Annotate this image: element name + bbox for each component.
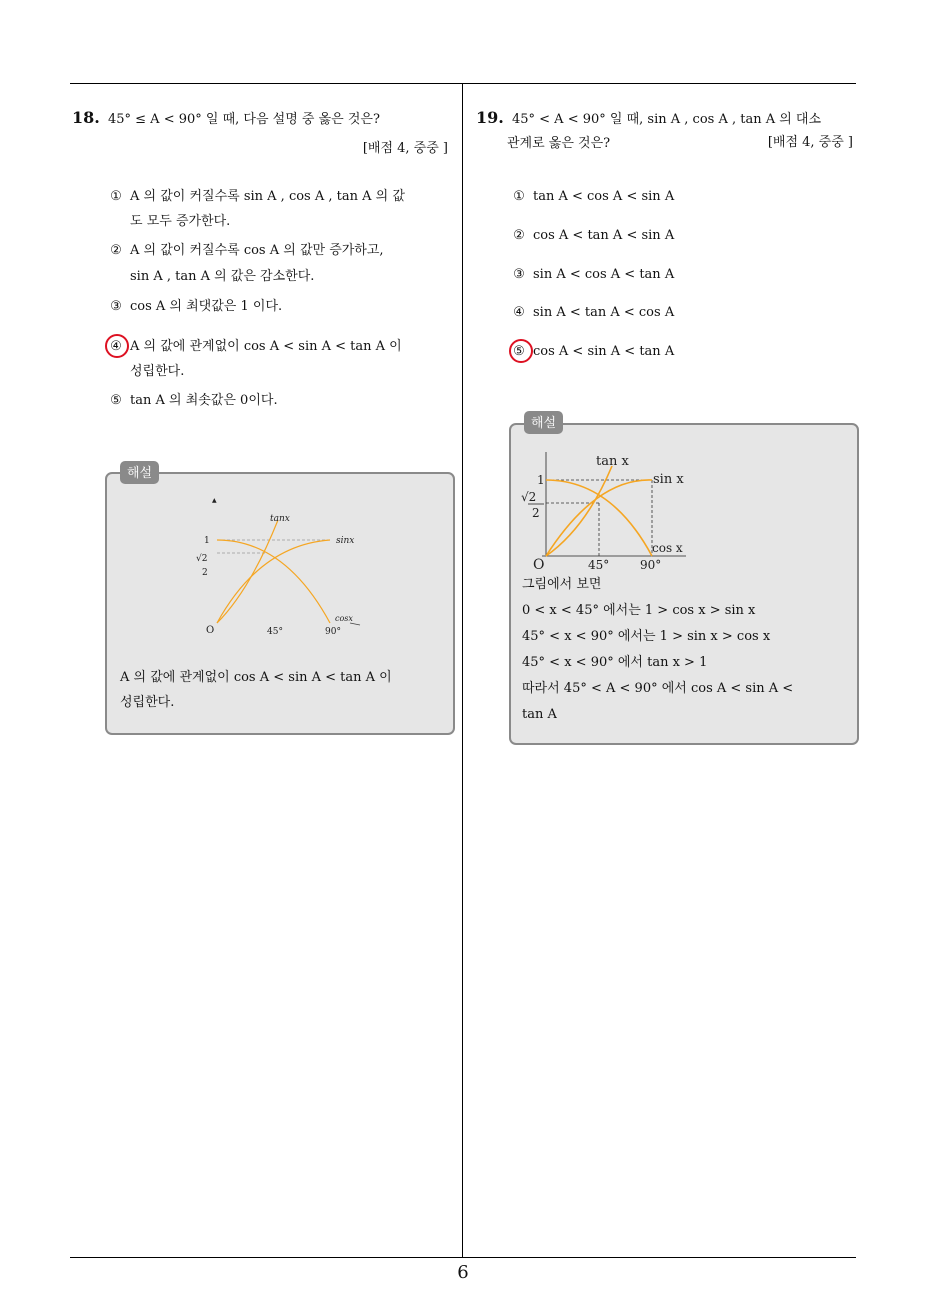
cos-label: cosx xyxy=(335,614,353,623)
one-label: 1 xyxy=(204,536,210,546)
origin-label: O xyxy=(533,557,545,573)
q18-option-1[interactable] xyxy=(108,184,405,209)
q19-solution-tag: 해설 xyxy=(524,411,563,434)
q19-option-3[interactable] xyxy=(511,262,674,287)
root2-label: √2 xyxy=(521,490,537,504)
deg45-label: 45° xyxy=(267,627,283,637)
q19-stem xyxy=(476,105,821,133)
option-text: sin A < tan A < cos A xyxy=(533,305,675,320)
option-text: cos A 의 최댓값은 1 이다. xyxy=(130,299,283,314)
option-mark: ③ xyxy=(513,267,525,282)
option-mark: ⑤ xyxy=(110,393,122,408)
q19-solution-line-6: tan A xyxy=(522,707,557,722)
q19-score: [배점 4, 중중 ] xyxy=(767,135,853,150)
option-mark: ① xyxy=(513,189,525,204)
option-text: A 의 값이 커질수록 sin A , cos A , tan A 의 값 xyxy=(130,189,405,204)
option-text: sin A , tan A 의 값은 감소한다. xyxy=(130,269,315,284)
deg45-label: 45° xyxy=(588,558,610,572)
option-text: sin A < cos A < tan A xyxy=(533,267,675,282)
q19-solution-line-4: 45° < x < 90° 에서 tan x > 1 xyxy=(522,655,708,670)
q18-score: [배점 4, 중중 ] xyxy=(362,141,448,156)
q18-graph xyxy=(190,490,370,640)
deg90-label: 90° xyxy=(325,627,341,637)
tan-label: tan x xyxy=(596,454,629,469)
option-mark: ④ xyxy=(513,305,525,320)
q18-solution-line-2: 성립한다. xyxy=(120,695,175,710)
q19-stem-line-2: 관계로 옳은 것은? xyxy=(507,136,611,151)
q19-option-5[interactable] xyxy=(511,339,674,364)
q19-option-2[interactable] xyxy=(511,223,674,248)
q18-solution-line-1: A 의 값에 관계없이 cos A < sin A < tan A 이 xyxy=(120,670,392,685)
option-mark: ⑤ xyxy=(513,344,525,359)
option-text: 도 모두 증가한다. xyxy=(130,214,231,229)
q19-graph xyxy=(516,448,691,573)
origin-label: O xyxy=(206,625,215,636)
option-mark: ④ xyxy=(110,339,122,354)
q18-stem-text: 45° ≤ A < 90° 일 때, 다음 설명 중 옳은 것은? xyxy=(107,112,380,127)
y-axis-arrow: ▲ xyxy=(212,497,217,504)
column-divider xyxy=(462,83,463,1257)
page-number: 6 xyxy=(457,1262,469,1283)
option-mark: ① xyxy=(110,189,122,204)
q19-stem-line-1: 45° < A < 90° 일 때, sin A , cos A , tan A 의 대소 xyxy=(511,112,822,127)
q19-answer-circle xyxy=(509,339,533,363)
tan-label: tanx xyxy=(270,514,290,524)
cos-curve xyxy=(217,540,330,623)
x-axis-arrow xyxy=(350,623,360,625)
q18-stem xyxy=(72,105,380,133)
q19-option-4[interactable] xyxy=(511,300,674,325)
deg90-label: 90° xyxy=(640,558,662,572)
q18-option-3[interactable] xyxy=(108,294,282,319)
sin-label: sinx xyxy=(336,536,355,546)
q18-number: 18. xyxy=(72,108,100,127)
root2-label: √2 xyxy=(196,554,208,564)
q19-solution-line-3: 45° < x < 90° 에서는 1 > sin x > cos x xyxy=(522,629,771,644)
q19-solution-line-1: 그림에서 보면 xyxy=(522,577,602,592)
option-text: tan A < cos A < sin A xyxy=(533,189,675,204)
option-text: tan A 의 최솟값은 0이다. xyxy=(130,393,278,408)
sin-curve xyxy=(217,540,330,623)
q18-option-4[interactable] xyxy=(108,334,402,359)
one-label: 1 xyxy=(537,473,545,487)
q19-solution-line-2: 0 < x < 45° 에서는 1 > cos x > sin x xyxy=(522,603,756,618)
option-text: A 의 값이 커질수록 cos A 의 값만 증가하고, xyxy=(130,243,384,258)
two-label: 2 xyxy=(532,506,540,520)
q19-number: 19. xyxy=(476,108,504,127)
option-text: 성립한다. xyxy=(130,364,185,379)
q18-option-4-cont xyxy=(130,359,184,384)
q18-answer-circle xyxy=(105,334,129,358)
option-text: cos A < sin A < tan A xyxy=(533,344,675,359)
q18-option-2-cont xyxy=(130,264,314,289)
q18-solution-tag: 해설 xyxy=(120,461,159,484)
option-mark: ② xyxy=(110,243,122,258)
option-mark: ③ xyxy=(110,299,122,314)
sin-label: sin x xyxy=(653,472,684,487)
q19-solution-line-5: 따라서 45° < A < 90° 에서 cos A < sin A < xyxy=(522,681,794,696)
bottom-rule xyxy=(70,1257,856,1258)
two-label: 2 xyxy=(202,568,208,578)
option-text: A 의 값에 관계없이 cos A < sin A < tan A 이 xyxy=(130,339,402,354)
option-text: cos A < tan A < sin A xyxy=(533,228,675,243)
q19-option-1[interactable] xyxy=(511,184,674,209)
q18-option-5[interactable] xyxy=(108,388,278,413)
top-rule xyxy=(70,83,856,84)
q18-option-2[interactable] xyxy=(108,238,384,263)
q18-option-1-cont xyxy=(130,209,230,234)
option-mark: ② xyxy=(513,228,525,243)
cos-label: cos x xyxy=(652,541,683,555)
